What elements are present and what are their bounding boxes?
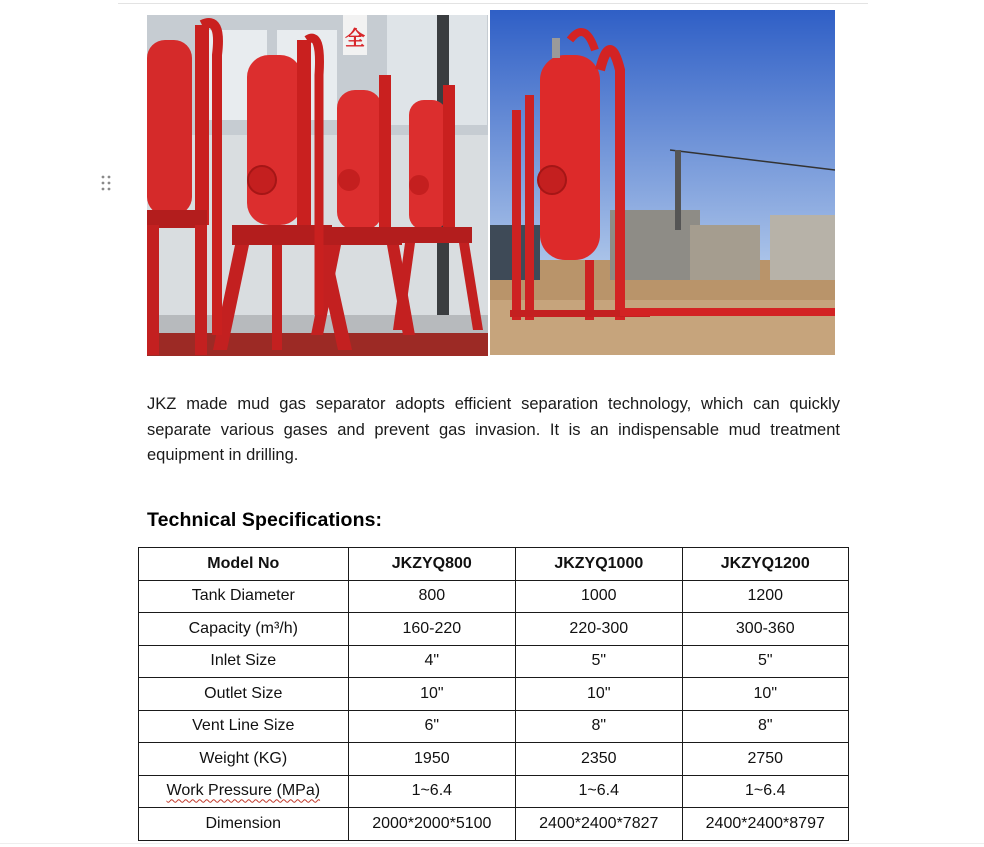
table-cell: 10" xyxy=(682,678,848,711)
table-header-row xyxy=(139,548,849,581)
section-title: Technical Specifications: xyxy=(147,509,383,531)
table-cell: 10" xyxy=(348,678,515,711)
bottom-divider xyxy=(0,843,984,844)
table-row xyxy=(139,613,849,646)
table-row xyxy=(139,580,849,613)
row-label: Work Pressure (MPa) xyxy=(139,775,349,808)
row-label: Tank Diameter xyxy=(139,580,349,613)
table-cell: 2750 xyxy=(682,743,848,776)
row-label: Vent Line Size xyxy=(139,710,349,743)
separators-indoor-photo xyxy=(147,15,488,356)
table-cell: 5" xyxy=(516,645,682,678)
table-cell: 1~6.4 xyxy=(682,775,848,808)
drag-handle-icon[interactable] xyxy=(101,175,111,191)
table-row xyxy=(139,808,849,841)
row-label: Dimension xyxy=(139,808,349,841)
table-cell: 1950 xyxy=(348,743,515,776)
header-cell-jkzyq800: JKZYQ800 xyxy=(348,548,515,581)
table-cell: 5" xyxy=(682,645,848,678)
table-cell: 800 xyxy=(348,580,515,613)
table-cell: 220-300 xyxy=(516,613,682,646)
table-row xyxy=(139,743,849,776)
table-row xyxy=(139,645,849,678)
table-cell: 1000 xyxy=(516,580,682,613)
row-label: Weight (KG) xyxy=(139,743,349,776)
table-cell: 4" xyxy=(348,645,515,678)
separator-field-photo xyxy=(490,10,835,355)
intro-paragraph: JKZ made mud gas separator adopts efficient separation technology, which can quickly separate various gases and prevent gas invasion. It is an indispensable mud treatment equipment in drilling. xyxy=(147,395,840,464)
table-cell: 8" xyxy=(516,710,682,743)
spec-table xyxy=(138,547,849,841)
table-cell: 160-220 xyxy=(348,613,515,646)
table-cell: 2000*2000*5100 xyxy=(348,808,515,841)
header-cell-jkzyq1000: JKZYQ1000 xyxy=(516,548,682,581)
row-label: Outlet Size xyxy=(139,678,349,711)
header-cell-model-no: Model No xyxy=(139,548,349,581)
table-cell: 1200 xyxy=(682,580,848,613)
header-cell-jkzyq1200: JKZYQ1200 xyxy=(682,548,848,581)
table-cell: 300-360 xyxy=(682,613,848,646)
table-cell: 8" xyxy=(682,710,848,743)
table-cell: 2400*2400*8797 xyxy=(682,808,848,841)
table-row xyxy=(139,678,849,711)
table-row xyxy=(139,710,849,743)
row-label: Inlet Size xyxy=(139,645,349,678)
sign-character: 全 xyxy=(345,26,365,50)
row-label: Capacity (m³/h) xyxy=(139,613,349,646)
table-cell: 2400*2400*7827 xyxy=(516,808,682,841)
table-cell: 2350 xyxy=(516,743,682,776)
table-cell: 10" xyxy=(516,678,682,711)
table-cell: 1~6.4 xyxy=(348,775,515,808)
table-cell: 6" xyxy=(348,710,515,743)
table-cell: 1~6.4 xyxy=(516,775,682,808)
table-row xyxy=(139,775,849,808)
top-divider xyxy=(118,3,868,4)
